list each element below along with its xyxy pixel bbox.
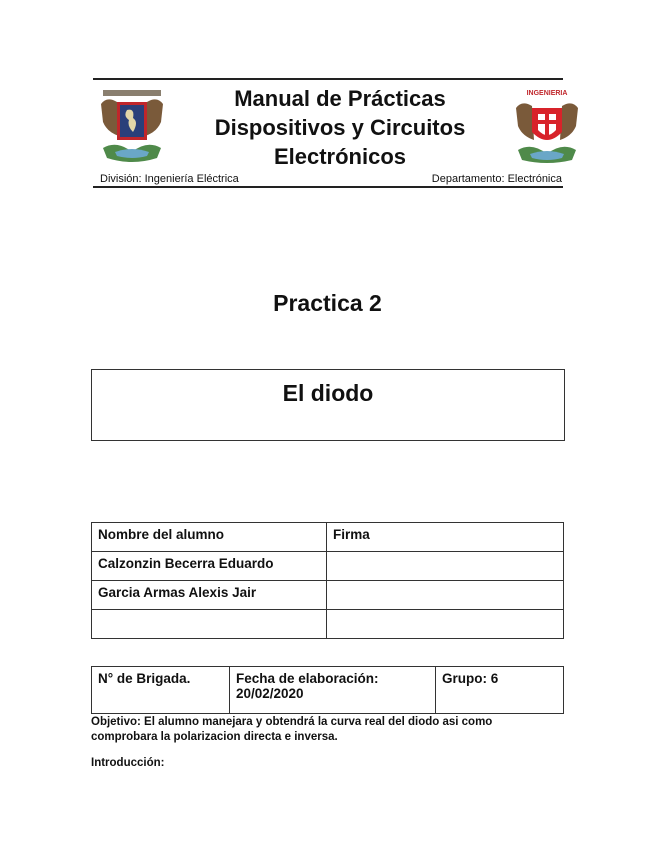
date-value: 20/02/2020 [236,686,304,701]
practice-subject: El diodo [282,380,374,406]
practice-info-table [91,666,564,714]
student-name: Calzonzin Becerra Eduardo [92,552,327,581]
table-row [92,581,564,610]
student-signature [327,610,564,639]
brigade-cell: N° de Brigada. [92,667,230,714]
date-cell [230,667,436,714]
title-line-3: Electrónicos [273,144,407,169]
ingenieria-logo-text: INGENIERIA [526,90,568,97]
header-student-name: Nombre del alumno [92,523,327,552]
students-table [91,522,564,639]
division-label: División: Ingeniería Eléctrica [100,173,239,185]
objective-text: Objetivo: El alumno manejara y obtendrá la curva real del diodo asi como comprobara la polarizacion directa e inversa. [91,716,493,743]
unam-crest-logo [97,86,167,166]
student-signature [327,581,564,610]
table-row [92,610,564,639]
header-signature: Firma [327,523,564,552]
header-bottom-rule [93,186,563,188]
group-cell: Grupo: 6 [436,667,564,714]
title-line-1: Manual de Prácticas [234,86,446,111]
student-name: Garcia Armas Alexis Jair [92,581,327,610]
ingenieria-crest-logo [512,86,582,166]
manual-title [175,84,505,171]
department-label: Departamento: Electrónica [431,173,562,185]
practice-subject-box [91,369,565,441]
introduction-heading: Introducción: [91,757,165,769]
table-header-row [92,523,564,552]
header-top-rule [93,78,563,80]
table-row [92,552,564,581]
date-label: Fecha de elaboración: [236,671,379,686]
student-name [92,610,327,639]
practice-number: Practica 2 [273,290,382,316]
title-line-2: Dispositivos y Circuitos [214,115,466,140]
table-row [92,667,564,714]
student-signature [327,552,564,581]
